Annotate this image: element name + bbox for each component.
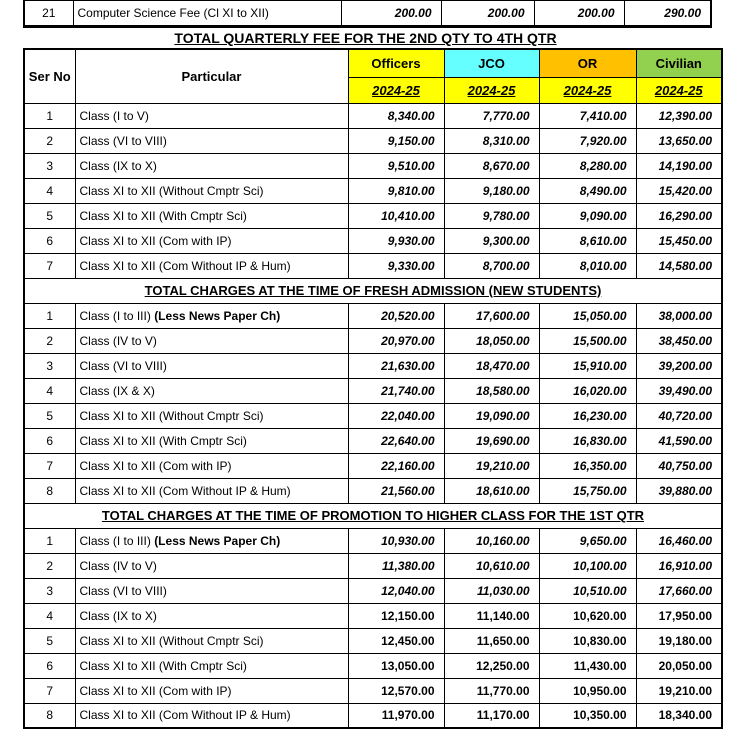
amount-cell-or: 10,950.00 (539, 678, 636, 703)
col-header-civilian: Civilian (636, 49, 722, 77)
particular-cell: Class XI to XII (Without Cmptr Sci) (75, 403, 348, 428)
table-row (24, 1, 711, 27)
particular-cell: Class XI to XII (Com with IP) (75, 453, 348, 478)
ser-cell: 5 (24, 203, 75, 228)
col-header-jco: JCO (444, 49, 539, 77)
amount-cell-officers: 200.00 (341, 1, 441, 27)
year-header-officers: 2024-25 (348, 77, 444, 103)
ser-cell: 4 (24, 603, 75, 628)
particular-cell: Class (IX to X) (75, 153, 348, 178)
amount-cell-jco: 19,210.00 (444, 453, 539, 478)
amount-cell-officers: 22,640.00 (348, 428, 444, 453)
amount-cell-officers: 12,040.00 (348, 578, 444, 603)
amount-cell-officers: 20,520.00 (348, 303, 444, 328)
amount-cell-jco: 11,140.00 (444, 603, 539, 628)
particular-cell: Class XI to XII (With Cmptr Sci) (75, 653, 348, 678)
ser-cell: 1 (24, 303, 75, 328)
table-row (24, 628, 722, 653)
particular-cell: Class XI to XII (Com with IP) (75, 678, 348, 703)
amount-cell-jco: 200.00 (441, 1, 534, 27)
amount-cell-or: 15,750.00 (539, 478, 636, 503)
amount-cell-civilian: 15,420.00 (636, 178, 722, 203)
amount-cell-officers: 10,410.00 (348, 203, 444, 228)
amount-cell-officers: 21,740.00 (348, 378, 444, 403)
amount-cell-civilian: 16,910.00 (636, 553, 722, 578)
amount-cell-or: 10,350.00 (539, 703, 636, 728)
amount-cell-or: 200.00 (534, 1, 624, 27)
amount-cell-civilian: 12,390.00 (636, 103, 722, 128)
amount-cell-civilian: 39,490.00 (636, 378, 722, 403)
ser-cell: 4 (24, 378, 75, 403)
ser-cell: 6 (24, 653, 75, 678)
amount-cell-jco: 19,690.00 (444, 428, 539, 453)
particular-cell: Class (I to III) (Less News Paper Ch) (75, 303, 348, 328)
amount-cell-civilian: 20,050.00 (636, 653, 722, 678)
amount-cell-jco: 18,050.00 (444, 328, 539, 353)
amount-cell-officers: 11,970.00 (348, 703, 444, 728)
amount-cell-or: 16,350.00 (539, 453, 636, 478)
amount-cell-jco: 9,180.00 (444, 178, 539, 203)
ser-cell: 3 (24, 353, 75, 378)
amount-cell-officers: 11,380.00 (348, 553, 444, 578)
amount-cell-civilian: 39,880.00 (636, 478, 722, 503)
section-title-row (24, 278, 722, 303)
year-header-civilian: 2024-25 (636, 77, 722, 103)
table-row (24, 453, 722, 478)
table-row (24, 478, 722, 503)
amount-cell-civilian: 16,460.00 (636, 528, 722, 553)
particular-cell: Class (IV to V) (75, 553, 348, 578)
amount-cell-jco: 8,310.00 (444, 128, 539, 153)
ser-cell: 7 (24, 253, 75, 278)
amount-cell-or: 16,830.00 (539, 428, 636, 453)
particular-cell: Class (I to III) (Less News Paper Ch) (75, 528, 348, 553)
table-row (24, 178, 722, 203)
ser-cell: 1 (24, 528, 75, 553)
amount-cell-civilian: 40,750.00 (636, 453, 722, 478)
table-row (24, 553, 722, 578)
amount-cell-jco: 19,090.00 (444, 403, 539, 428)
amount-cell-officers: 9,150.00 (348, 128, 444, 153)
year-header-jco: 2024-25 (444, 77, 539, 103)
particular-cell: Class (I to V) (75, 103, 348, 128)
amount-cell-or: 7,410.00 (539, 103, 636, 128)
table-row (24, 128, 722, 153)
amount-cell-or: 15,500.00 (539, 328, 636, 353)
particular-cell: Class XI to XII (With Cmptr Sci) (75, 203, 348, 228)
amount-cell-civilian: 17,660.00 (636, 578, 722, 603)
table-row (24, 153, 722, 178)
col-header-officers: Officers (348, 49, 444, 77)
ser-cell: 3 (24, 153, 75, 178)
amount-cell-civilian: 38,000.00 (636, 303, 722, 328)
amount-cell-officers: 20,970.00 (348, 328, 444, 353)
amount-cell-or: 16,020.00 (539, 378, 636, 403)
ser-cell: 7 (24, 453, 75, 478)
ser-cell: 6 (24, 228, 75, 253)
table-row (24, 578, 722, 603)
amount-cell-officers: 22,040.00 (348, 403, 444, 428)
particular-cell: Class XI to XII (Com Without IP & Hum) (75, 253, 348, 278)
amount-cell-civilian: 39,200.00 (636, 353, 722, 378)
amount-cell-jco: 7,770.00 (444, 103, 539, 128)
amount-cell-officers: 9,330.00 (348, 253, 444, 278)
section-title: TOTAL CHARGES AT THE TIME OF PROMOTION TO HIGHER CLASS FOR THE 1ST QTR (24, 503, 722, 528)
section-title-row (24, 503, 722, 528)
particular-cell: Class (IX & X) (75, 378, 348, 403)
table-row (24, 328, 722, 353)
amount-cell-civilian: 38,450.00 (636, 328, 722, 353)
amount-cell-jco: 11,650.00 (444, 628, 539, 653)
col-header-ser-no: Ser No (24, 49, 75, 103)
ser-cell: 5 (24, 628, 75, 653)
table-row (24, 253, 722, 278)
ser-cell: 8 (24, 703, 75, 728)
amount-cell-civilian: 19,180.00 (636, 628, 722, 653)
amount-cell-jco: 9,780.00 (444, 203, 539, 228)
amount-cell-officers: 21,560.00 (348, 478, 444, 503)
amount-cell-officers: 9,930.00 (348, 228, 444, 253)
table-row (24, 678, 722, 703)
particular-cell: Class XI to XII (Com with IP) (75, 228, 348, 253)
particular-cell: Class XI to XII (Com Without IP & Hum) (75, 703, 348, 728)
section-title: TOTAL CHARGES AT THE TIME OF FRESH ADMISSION (NEW STUDENTS) (24, 278, 722, 303)
amount-cell-jco: 9,300.00 (444, 228, 539, 253)
table-row (24, 428, 722, 453)
ser-cell: 4 (24, 178, 75, 203)
amount-cell-civilian: 15,450.00 (636, 228, 722, 253)
ser-cell: 1 (24, 103, 75, 128)
year-header-or: 2024-25 (539, 77, 636, 103)
amount-cell-or: 15,050.00 (539, 303, 636, 328)
amount-cell-jco: 8,700.00 (444, 253, 539, 278)
amount-cell-jco: 18,580.00 (444, 378, 539, 403)
amount-cell-jco: 12,250.00 (444, 653, 539, 678)
amount-cell-civilian: 41,590.00 (636, 428, 722, 453)
amount-cell-civilian: 14,580.00 (636, 253, 722, 278)
col-header-particular: Particular (75, 49, 348, 103)
amount-cell-officers: 9,510.00 (348, 153, 444, 178)
table-row (24, 353, 722, 378)
table-row (24, 703, 722, 728)
amount-cell-officers: 22,160.00 (348, 453, 444, 478)
amount-cell-officers: 9,810.00 (348, 178, 444, 203)
ser-cell: 2 (24, 553, 75, 578)
amount-cell-or: 8,610.00 (539, 228, 636, 253)
table-row (24, 378, 722, 403)
ser-cell: 2 (24, 328, 75, 353)
ser-cell: 6 (24, 428, 75, 453)
amount-cell-civilian: 19,210.00 (636, 678, 722, 703)
amount-cell-jco: 10,160.00 (444, 528, 539, 553)
ser-cell: 2 (24, 128, 75, 153)
amount-cell-jco: 18,610.00 (444, 478, 539, 503)
previous-fee-table-fragment (23, 0, 712, 28)
amount-cell-jco: 17,600.00 (444, 303, 539, 328)
particular-cell: Computer Science Fee (Cl XI to XII) (73, 1, 341, 27)
fee-table (23, 48, 723, 729)
amount-cell-or: 16,230.00 (539, 403, 636, 428)
amount-cell-or: 10,620.00 (539, 603, 636, 628)
amount-cell-jco: 10,610.00 (444, 553, 539, 578)
amount-cell-or: 8,280.00 (539, 153, 636, 178)
particular-cell: Class XI to XII (With Cmptr Sci) (75, 428, 348, 453)
amount-cell-officers: 12,150.00 (348, 603, 444, 628)
particular-cell: Class XI to XII (Without Cmptr Sci) (75, 628, 348, 653)
amount-cell-officers: 12,570.00 (348, 678, 444, 703)
table-row (24, 603, 722, 628)
particular-cell: Class (IX to X) (75, 603, 348, 628)
amount-cell-or: 10,510.00 (539, 578, 636, 603)
amount-cell-civilian: 17,950.00 (636, 603, 722, 628)
amount-cell-civilian: 40,720.00 (636, 403, 722, 428)
table-row (24, 403, 722, 428)
amount-cell-civilian: 14,190.00 (636, 153, 722, 178)
amount-cell-civilian: 16,290.00 (636, 203, 722, 228)
table-header-row (24, 49, 722, 77)
table-row (24, 528, 722, 553)
particular-cell: Class XI to XII (Without Cmptr Sci) (75, 178, 348, 203)
amount-cell-or: 10,830.00 (539, 628, 636, 653)
amount-cell-jco: 11,030.00 (444, 578, 539, 603)
amount-cell-or: 8,010.00 (539, 253, 636, 278)
amount-cell-or: 15,910.00 (539, 353, 636, 378)
amount-cell-officers: 12,450.00 (348, 628, 444, 653)
table-row (24, 653, 722, 678)
amount-cell-or: 7,920.00 (539, 128, 636, 153)
table-row (24, 103, 722, 128)
table-row (24, 303, 722, 328)
table-row (24, 228, 722, 253)
amount-cell-or: 11,430.00 (539, 653, 636, 678)
amount-cell-jco: 18,470.00 (444, 353, 539, 378)
amount-cell-or: 8,490.00 (539, 178, 636, 203)
amount-cell-jco: 11,770.00 (444, 678, 539, 703)
amount-cell-officers: 8,340.00 (348, 103, 444, 128)
ser-cell: 8 (24, 478, 75, 503)
particular-cell: Class XI to XII (Com Without IP & Hum) (75, 478, 348, 503)
ser-cell: 7 (24, 678, 75, 703)
amount-cell-or: 9,090.00 (539, 203, 636, 228)
ser-cell: 21 (24, 1, 73, 27)
particular-cell: Class (VI to VIII) (75, 353, 348, 378)
amount-cell-civilian: 18,340.00 (636, 703, 722, 728)
ser-cell: 5 (24, 403, 75, 428)
amount-cell-or: 9,650.00 (539, 528, 636, 553)
particular-cell: Class (VI to VIII) (75, 128, 348, 153)
quarterly-fee-title: TOTAL QUARTERLY FEE FOR THE 2ND QTY TO 4TH QTR (174, 30, 557, 46)
amount-cell-jco: 8,670.00 (444, 153, 539, 178)
table-row (24, 203, 722, 228)
amount-cell-civilian: 13,650.00 (636, 128, 722, 153)
amount-cell-officers: 10,930.00 (348, 528, 444, 553)
amount-cell-jco: 11,170.00 (444, 703, 539, 728)
col-header-or: OR (539, 49, 636, 77)
particular-cell: Class (IV to V) (75, 328, 348, 353)
amount-cell-civilian: 290.00 (624, 1, 711, 27)
amount-cell-officers: 21,630.00 (348, 353, 444, 378)
amount-cell-or: 10,100.00 (539, 553, 636, 578)
amount-cell-officers: 13,050.00 (348, 653, 444, 678)
ser-cell: 3 (24, 578, 75, 603)
particular-cell: Class (VI to VIII) (75, 578, 348, 603)
